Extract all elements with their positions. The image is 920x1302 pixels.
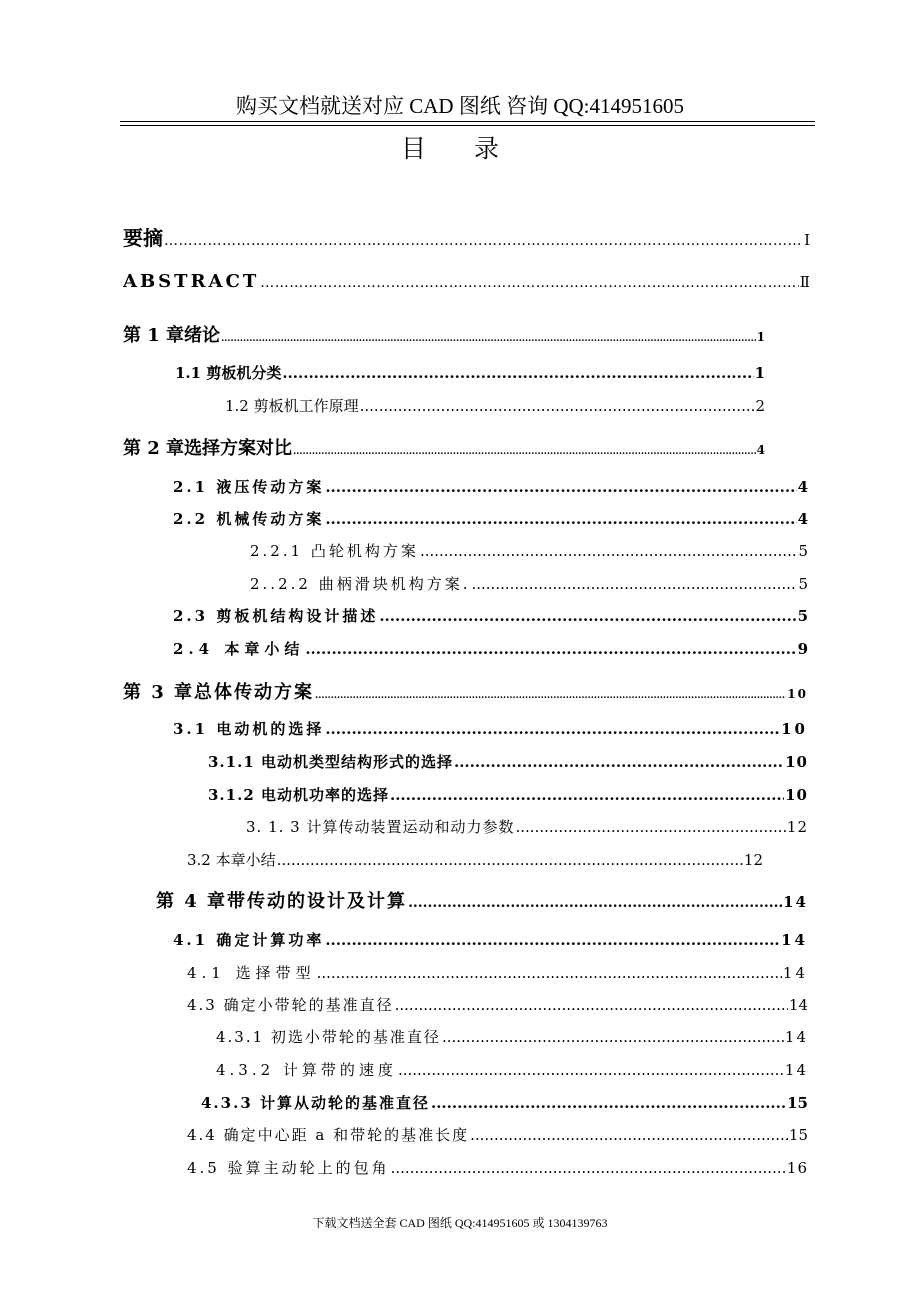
toc-entry-page: 10 [785, 786, 808, 804]
toc-leader-dots [442, 1028, 784, 1046]
toc-entry-page: 5 [798, 575, 808, 593]
toc-entry-3-1-3[interactable] [246, 816, 808, 837]
toc-entry-3-1-1[interactable] [208, 751, 808, 772]
toc-entry-label: 第 2 章选择方案对比 [123, 438, 293, 459]
toc-entry-label: 4.3.1 初选小带轮的基准直径 [216, 1028, 441, 1046]
toc-entry-chapter-3[interactable] [123, 678, 808, 704]
toc-entry-2-3[interactable] [173, 605, 808, 626]
toc-entry-page: Ⅰ [804, 231, 810, 249]
toc-entry-2-2[interactable] [173, 508, 808, 529]
toc-entry-label: 4.3 确定小带轮的基准直径 [187, 996, 394, 1014]
toc-leader-dots [325, 510, 796, 528]
toc-entry-4-3[interactable] [187, 994, 808, 1015]
toc-entry-page: 12 [743, 851, 763, 869]
toc-entry-page: 14 [782, 964, 808, 982]
toc-entry-page: 10 [785, 753, 808, 771]
toc-entry-label: 2.1 液压传动方案 [173, 478, 325, 496]
toc-entry-2-1[interactable] [173, 476, 808, 497]
toc-entry-3-1-2[interactable] [208, 784, 808, 805]
toc-leader-dots [360, 397, 755, 415]
toc-leader-dots [470, 1126, 788, 1144]
toc-leader-dots [325, 720, 780, 738]
toc-entry-label: 2.4 本章小结 [173, 640, 305, 658]
toc-entry-4-3-2[interactable] [216, 1059, 808, 1080]
toc-entry-label: 3.1.2 电动机功率的选择 [208, 786, 389, 804]
toc-leader-dots [293, 447, 756, 457]
toc-entry-label: 要摘 [123, 226, 163, 250]
toc-leader-dots [515, 818, 785, 836]
toc-leader-dots [408, 895, 782, 911]
toc-leader-dots [315, 691, 786, 701]
toc-entry-page: 5 [797, 607, 808, 625]
toc-entry-label: 第 1 章绪论 [123, 325, 221, 346]
toc-entry-page: 14 [781, 931, 808, 949]
toc-leader-dots [282, 364, 753, 382]
toc-entry-label: 第 3 章总体传动方案 [123, 682, 315, 703]
page-header: 购买文档就送对应 CAD 图纸 咨询 QQ:414951605 [235, 94, 684, 118]
toc-leader-dots [420, 542, 798, 560]
header-rule-bottom [120, 125, 815, 126]
toc-entry-label: 第 4 章带传动的设计及计算 [156, 891, 408, 912]
toc-entry-1-1[interactable] [175, 362, 765, 383]
toc-entry-page: 4 [797, 478, 808, 496]
toc-entry-page: 4 [756, 443, 765, 457]
toc-leader-dots [325, 478, 796, 496]
toc-entry-3-2[interactable] [187, 849, 763, 870]
toc-entry-page: 15 [788, 1126, 808, 1144]
toc-entry-label: 1.2 剪板机工作原理 [225, 397, 359, 415]
toc-entry-4-5[interactable] [187, 1157, 808, 1178]
toc-entry-label: 2.3 剪板机结构设计描述 [173, 607, 379, 625]
toc-leader-dots [395, 996, 788, 1014]
toc-leader-dots [277, 851, 743, 869]
toc-entry-page: 12 [786, 818, 808, 836]
toc-entry-label: 3.1 电动机的选择 [173, 720, 325, 738]
toc-entry-page: 10 [787, 687, 808, 701]
toc-entry-chapter-2[interactable] [123, 434, 765, 460]
toc-entry-label: 4.1 确定计算功率 [173, 931, 325, 949]
toc-entry-1-2[interactable] [225, 395, 765, 416]
toc-entry-label: ABSTRACT [123, 271, 260, 292]
toc-entry-page: 1 [754, 364, 765, 382]
toc-leader-dots [164, 233, 803, 249]
toc-leader-dots [260, 275, 799, 291]
header-rule-top [120, 121, 815, 122]
toc-entry-4-4[interactable] [187, 1124, 808, 1145]
toc-entry-page: Ⅱ [799, 273, 810, 291]
toc-entry-label: 1.1 剪板机分类 [175, 364, 282, 382]
toc-entry-label: 2.2.1 凸轮机构方案 [250, 542, 419, 560]
toc-entry-label: 3. 1. 3 计算传动装置运动和动力参数 [246, 818, 515, 836]
toc-entry-page: 15 [787, 1094, 808, 1112]
toc-leader-dots [391, 1159, 786, 1177]
toc-entry-4-3-3[interactable] [201, 1092, 808, 1113]
toc-entry-2-2-1[interactable] [250, 540, 808, 561]
toc-entry-label: 4.4 确定中心距 a 和带轮的基准长度 [187, 1126, 470, 1144]
toc-entry-label: 4.1 选择带型 [187, 964, 316, 982]
toc-entry-3-1[interactable] [173, 718, 808, 739]
toc-leader-dots [431, 1094, 786, 1112]
toc-entry-label: 4.3.2 计算带的速度 [216, 1061, 397, 1079]
toc-entry-page: 2 [755, 397, 765, 415]
toc-entry-page: 9 [797, 640, 808, 658]
toc-entry-4-3-1[interactable] [216, 1026, 808, 1047]
toc-entry-page: 14 [784, 1028, 808, 1046]
toc-leader-dots [221, 334, 756, 344]
toc-leader-dots [317, 964, 782, 982]
toc-title: 目 录 [401, 134, 519, 163]
toc-entry-chapter-1[interactable] [123, 321, 765, 347]
toc-entry-4-1[interactable] [173, 929, 808, 950]
toc-entry-chapter-4[interactable] [156, 887, 808, 913]
toc-entry-page: 1 [756, 330, 765, 344]
toc-entry-page: 4 [797, 510, 808, 528]
toc-entry-page: 16 [786, 1159, 808, 1177]
toc-entry-label: 4.3.3 计算从动轮的基准直径 [201, 1094, 430, 1112]
toc-entry-abstract-en[interactable] [123, 271, 810, 292]
toc-entry-label: 3.1.1 电动机类型结构形式的选择 [208, 753, 453, 771]
toc-leader-dots [398, 1061, 784, 1079]
toc-entry-page: 5 [798, 542, 808, 560]
toc-entry-label: 2..2.2 曲柄滑块机构方案. [250, 575, 471, 593]
toc-entry-page: 14 [784, 1061, 808, 1079]
toc-leader-dots [454, 753, 784, 771]
toc-entry-2-4[interactable] [173, 638, 808, 659]
toc-entry-label: 2.2 机械传动方案 [173, 510, 325, 528]
toc-entry-label: 4.5 验算主动轮上的包角 [187, 1159, 390, 1177]
toc-leader-dots [325, 931, 780, 949]
page-footer: 下载文档送全套 CAD 图纸 QQ:414951605 或 1304139763 [312, 1216, 608, 1230]
toc-leader-dots [379, 607, 796, 625]
toc-entry-2-2-2[interactable] [250, 573, 808, 594]
toc-leader-dots [471, 575, 797, 593]
toc-entry-label: 3.2 本章小结 [187, 851, 276, 869]
toc-leader-dots [390, 786, 784, 804]
toc-leader-dots [305, 640, 796, 658]
toc-entry-page: 14 [788, 996, 808, 1014]
toc-entry-4-1b[interactable] [187, 962, 808, 983]
toc-entry-abstract-cn[interactable] [123, 222, 810, 251]
toc-entry-page: 10 [781, 720, 808, 738]
toc-entry-page: 14 [783, 893, 808, 911]
